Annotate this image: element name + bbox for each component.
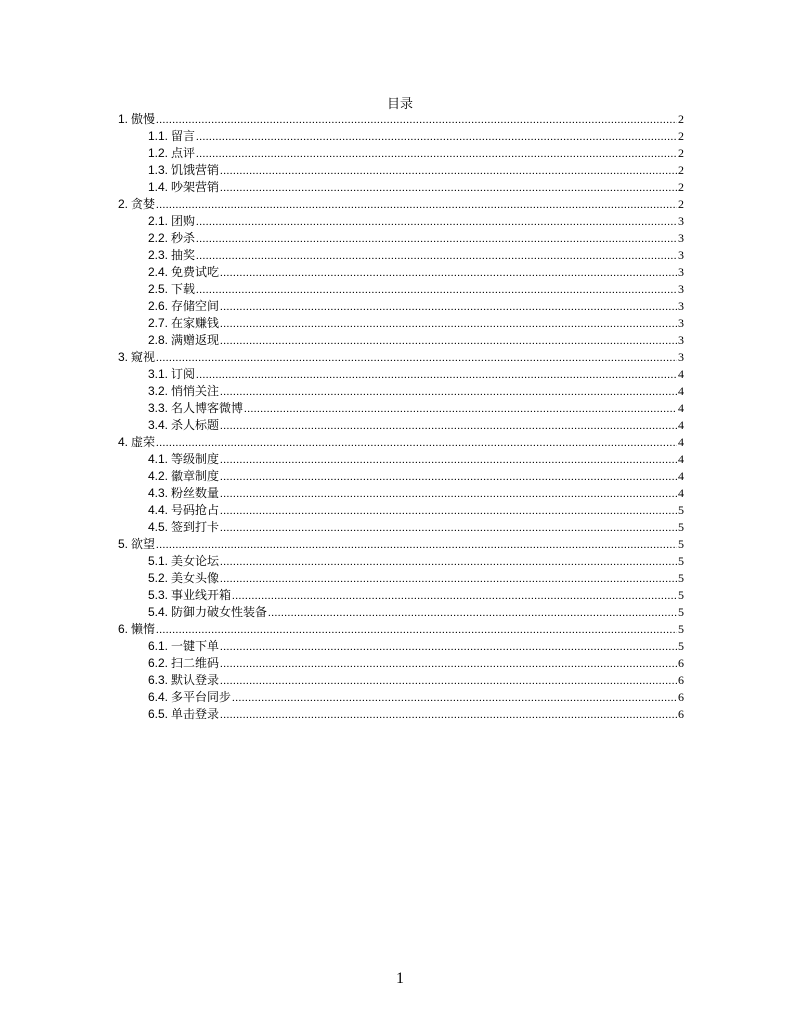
dot-leader [220,264,677,282]
toc-entry-number: 6.5. [148,707,169,721]
toc-entry-page: 5 [678,537,684,551]
toc-entry-number: 4. [118,435,129,449]
toc-title: 目录 [386,96,413,111]
toc-entry-title: 吵架营销 [171,180,220,194]
dot-leader [196,213,677,231]
toc-entry-page: 2 [678,112,684,126]
toc-entry-number: 6. [118,622,129,636]
toc-entry-page: 4 [678,367,684,381]
dot-leader [220,315,677,333]
toc-entry-page: 5 [678,622,684,636]
dot-leader [232,689,677,707]
toc-entry-page: 4 [678,384,684,398]
toc-entry-number: 1.4. [148,180,169,194]
toc-entry-page: 3 [678,350,684,364]
toc-entry-title: 傲慢 [131,112,156,126]
dot-leader [196,128,677,146]
toc-entry-number: 1.2. [148,146,169,160]
toc-entry-title: 杀人标题 [171,418,220,432]
toc-entry-title: 团购 [171,214,196,228]
toc-entry-title: 防御力破女性装备 [171,605,268,619]
dot-leader [220,485,677,503]
toc-entry-title: 欲望 [131,537,156,551]
toc-entry[interactable] [118,281,684,298]
toc-entry-page: 6 [678,690,684,704]
toc-entry-number: 2. [118,197,129,211]
toc-entry-number: 4.2. [148,469,169,483]
toc-entry-title: 在家赚钱 [171,316,220,330]
toc-entry-title: 抽奖 [171,248,196,262]
toc-entry-title: 美女头像 [171,571,220,585]
toc-entry-number: 5.4. [148,605,169,619]
toc-entry-number: 5.3. [148,588,169,602]
toc-entry-number: 2.6. [148,299,169,313]
toc-entry-page: 3 [678,282,684,296]
toc-entry[interactable] [118,179,684,196]
toc-entry[interactable] [118,655,684,672]
toc-entry-title: 美女论坛 [171,554,220,568]
toc-entry-title: 悄悄关注 [171,384,220,398]
dot-leader [156,349,677,367]
toc-entry-title: 粉丝数量 [171,486,220,500]
toc-entry-title: 满赠返现 [171,333,220,347]
dot-leader [156,621,677,639]
toc-entry-title: 多平台同步 [171,690,232,704]
toc-entry-page: 2 [678,146,684,160]
toc-entry-page: 3 [678,214,684,228]
toc-entry[interactable] [118,536,684,553]
toc-entry[interactable] [118,162,684,179]
dot-leader [220,332,677,350]
toc-entry[interactable] [118,604,684,621]
toc-entry[interactable] [118,315,684,332]
dot-leader [244,400,677,418]
toc-entry[interactable] [118,417,684,434]
toc-entry-page: 2 [678,180,684,194]
toc-entry[interactable] [118,366,684,383]
toc-entry[interactable] [118,128,684,145]
toc-entry[interactable] [118,570,684,587]
dot-leader [220,298,677,316]
toc-entry-title: 免费试吃 [171,265,220,279]
page-number: 1 [396,970,404,987]
dot-leader [220,553,677,571]
toc-entry-page: 5 [678,639,684,653]
toc-entry-page: 4 [678,401,684,415]
toc-entry-title: 下载 [171,282,196,296]
toc-entry-page: 4 [678,486,684,500]
toc-entry-title: 点评 [171,146,196,160]
toc-entry[interactable] [118,672,684,689]
toc-entry-number: 6.2. [148,656,169,670]
toc-entry-title: 号码抢占 [171,503,220,517]
toc-entry-page: 5 [678,571,684,585]
toc-entry-number: 3.2. [148,384,169,398]
toc-entry[interactable] [118,519,684,536]
dot-leader [196,247,677,265]
toc-entry-page: 5 [678,520,684,534]
dot-leader [156,434,677,452]
toc-entry-page: 3 [678,333,684,347]
toc-entry-number: 2.1. [148,214,169,228]
table-of-contents [118,111,684,723]
toc-entry-page: 4 [678,418,684,432]
dot-leader [220,638,677,656]
toc-entry-title: 贪婪 [131,197,156,211]
toc-entry-page: 2 [678,163,684,177]
toc-entry[interactable] [118,485,684,502]
toc-entry-number: 3.4. [148,418,169,432]
toc-entry-number: 2.5. [148,282,169,296]
toc-entry-title: 签到打卡 [171,520,220,534]
toc-entry[interactable] [118,689,684,706]
dot-leader [156,536,677,554]
toc-entry-title: 事业线开箱 [171,588,232,602]
dot-leader [220,655,677,673]
dot-leader [156,111,677,129]
toc-entry[interactable] [118,349,684,366]
toc-entry[interactable] [118,213,684,230]
dot-leader [196,281,677,299]
toc-entry-page: 2 [678,197,684,211]
dot-leader [232,587,677,605]
toc-entry-number: 2.7. [148,316,169,330]
toc-entry[interactable] [118,638,684,655]
toc-entry-page: 4 [678,435,684,449]
dot-leader [156,196,677,214]
toc-entry[interactable] [118,247,684,264]
dot-leader [220,383,677,401]
toc-entry-page: 3 [678,265,684,279]
toc-entry-title: 名人博客微博 [171,401,244,415]
dot-leader [220,502,677,520]
toc-entry[interactable] [118,502,684,519]
toc-entry-page: 3 [678,316,684,330]
dot-leader [196,230,677,248]
toc-entry-page: 5 [678,605,684,619]
toc-entry-number: 4.3. [148,486,169,500]
toc-entry-number: 4.1. [148,452,169,466]
toc-entry-number: 1. [118,112,129,126]
toc-entry[interactable] [118,383,684,400]
toc-entry[interactable] [118,587,684,604]
toc-entry[interactable] [118,332,684,349]
toc-entry-number: 1.3. [148,163,169,177]
toc-entry-number: 2.2. [148,231,169,245]
toc-entry-number: 5.1. [148,554,169,568]
toc-entry-title: 饥饿营销 [171,163,220,177]
toc-entry-number: 6.3. [148,673,169,687]
toc-entry-title: 存储空间 [171,299,220,313]
toc-entry[interactable] [118,298,684,315]
toc-entry[interactable] [118,145,684,162]
toc-entry-title: 默认登录 [171,673,220,687]
toc-entry[interactable] [118,230,684,247]
toc-entry-number: 6.1. [148,639,169,653]
toc-entry-page: 3 [678,248,684,262]
toc-entry-number: 5.2. [148,571,169,585]
toc-entry[interactable] [118,553,684,570]
dot-leader [220,672,677,690]
toc-entry-page: 4 [678,469,684,483]
toc-entry[interactable] [118,434,684,451]
toc-entry[interactable] [118,400,684,417]
toc-entry-page: 4 [678,452,684,466]
toc-entry-page: 3 [678,231,684,245]
toc-entry-number: 2.8. [148,333,169,347]
toc-entry-page: 5 [678,588,684,602]
dot-leader [220,519,677,537]
toc-entry-title: 懒惰 [131,622,156,636]
dot-leader [220,162,677,180]
dot-leader [220,570,677,588]
toc-entry[interactable] [118,621,684,638]
toc-entry-number: 4.5. [148,520,169,534]
toc-entry-page: 6 [678,707,684,721]
toc-entry-number: 6.4. [148,690,169,704]
toc-entry-title: 虚荣 [131,435,156,449]
toc-entry[interactable] [118,451,684,468]
toc-entry-title: 秒杀 [171,231,196,245]
toc-entry-page: 3 [678,299,684,313]
dot-leader [220,468,677,486]
toc-entry-number: 3.3. [148,401,169,415]
toc-entry-number: 1.1. [148,129,169,143]
toc-entry-page: 6 [678,673,684,687]
toc-entry-title: 窥视 [131,350,156,364]
toc-entry-number: 2.3. [148,248,169,262]
toc-entry-number: 4.4. [148,503,169,517]
toc-entry-title: 等级制度 [171,452,220,466]
toc-entry-title: 一键下单 [171,639,220,653]
toc-entry[interactable] [118,111,684,128]
toc-entry-number: 5. [118,537,129,551]
toc-entry-number: 3. [118,350,129,364]
dot-leader [220,451,677,469]
toc-entry-page: 5 [678,554,684,568]
dot-leader [268,604,677,622]
toc-entry-title: 扫二维码 [171,656,220,670]
toc-entry[interactable] [118,468,684,485]
toc-entry[interactable] [118,706,684,723]
toc-entry-page: 6 [678,656,684,670]
toc-entry-title: 订阅 [171,367,196,381]
dot-leader [220,417,677,435]
toc-entry-number: 3.1. [148,367,169,381]
toc-entry[interactable] [118,196,684,213]
toc-entry-number: 2.4. [148,265,169,279]
toc-entry-title: 徽章制度 [171,469,220,483]
dot-leader [220,706,677,724]
toc-entry-title: 单击登录 [171,707,220,721]
toc-entry-page: 5 [678,503,684,517]
toc-entry[interactable] [118,264,684,281]
dot-leader [220,179,677,197]
dot-leader [196,145,677,163]
dot-leader [196,366,677,384]
toc-entry-title: 留言 [171,129,196,143]
toc-entry-page: 2 [678,129,684,143]
